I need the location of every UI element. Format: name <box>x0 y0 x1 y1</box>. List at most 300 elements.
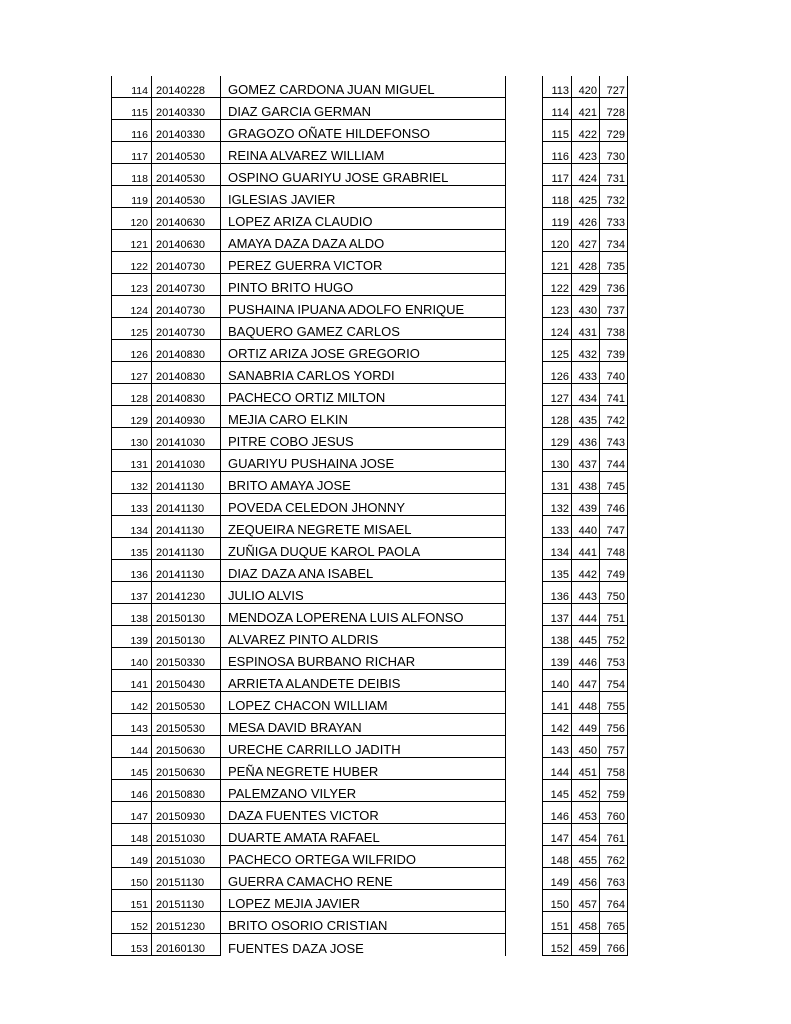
row-number: 134 <box>112 516 152 538</box>
row-number: 120 <box>112 208 152 230</box>
row-number: 124 <box>112 296 152 318</box>
row-code-b: 446 <box>572 648 600 670</box>
table-row <box>112 560 506 582</box>
row-code-b: 449 <box>572 714 600 736</box>
table-row <box>543 648 628 670</box>
table-row <box>112 450 506 472</box>
row-code-a: 121 <box>543 252 572 274</box>
row-number: 122 <box>112 252 152 274</box>
row-code-b: 425 <box>572 186 600 208</box>
row-name: ORTIZ ARIZA JOSE GREGORIO <box>221 340 506 362</box>
row-date: 20140830 <box>152 340 221 362</box>
table-row <box>543 230 628 252</box>
table-row <box>543 560 628 582</box>
row-date: 20150630 <box>152 758 221 780</box>
row-number: 119 <box>112 186 152 208</box>
row-code-b: 423 <box>572 142 600 164</box>
row-code-b: 448 <box>572 692 600 714</box>
table-row <box>543 384 628 406</box>
row-code-a: 138 <box>543 626 572 648</box>
row-code-c: 746 <box>600 494 628 516</box>
row-name: AMAYA DAZA DAZA ALDO <box>221 230 506 252</box>
row-code-c: 754 <box>600 670 628 692</box>
table-row <box>112 758 506 780</box>
row-code-b: 451 <box>572 758 600 780</box>
row-code-b: 420 <box>572 76 600 98</box>
row-number: 127 <box>112 362 152 384</box>
row-code-b: 458 <box>572 912 600 934</box>
table-row <box>112 186 506 208</box>
row-code-a: 150 <box>543 890 572 912</box>
row-code-b: 426 <box>572 208 600 230</box>
row-code-b: 450 <box>572 736 600 758</box>
row-date: 20151130 <box>152 868 221 890</box>
table-row <box>543 582 628 604</box>
row-code-a: 144 <box>543 758 572 780</box>
row-date: 20150930 <box>152 802 221 824</box>
row-number: 148 <box>112 824 152 846</box>
row-code-b: 439 <box>572 494 600 516</box>
table-row <box>112 648 506 670</box>
table-row <box>112 406 506 428</box>
table-row <box>112 274 506 296</box>
row-code-c: 736 <box>600 274 628 296</box>
row-code-c: 762 <box>600 846 628 868</box>
table-row <box>112 142 506 164</box>
row-number: 114 <box>112 76 152 98</box>
row-code-a: 127 <box>543 384 572 406</box>
row-date: 20140530 <box>152 186 221 208</box>
row-code-c: 756 <box>600 714 628 736</box>
row-code-a: 148 <box>543 846 572 868</box>
table-row <box>112 824 506 846</box>
row-number: 140 <box>112 648 152 670</box>
row-code-a: 143 <box>543 736 572 758</box>
row-date: 20140228 <box>152 76 221 98</box>
row-code-a: 151 <box>543 912 572 934</box>
row-name: ALVAREZ PINTO ALDRIS <box>221 626 506 648</box>
row-name: URECHE CARRILLO JADITH <box>221 736 506 758</box>
row-code-a: 114 <box>543 98 572 120</box>
table-row <box>112 802 506 824</box>
row-name: ARRIETA ALANDETE DEIBIS <box>221 670 506 692</box>
row-date: 20151230 <box>152 912 221 934</box>
row-number: 141 <box>112 670 152 692</box>
table-row <box>543 538 628 560</box>
row-date: 20150630 <box>152 736 221 758</box>
table-row <box>543 142 628 164</box>
row-code-c: 749 <box>600 560 628 582</box>
row-number: 133 <box>112 494 152 516</box>
row-date: 20150430 <box>152 670 221 692</box>
table-row <box>112 868 506 890</box>
row-code-a: 139 <box>543 648 572 670</box>
table-row <box>112 230 506 252</box>
row-code-c: 766 <box>600 934 628 956</box>
row-code-a: 128 <box>543 406 572 428</box>
row-date: 20150330 <box>152 648 221 670</box>
row-code-a: 152 <box>543 934 572 956</box>
row-name: GUARIYU PUSHAINA JOSE <box>221 450 506 472</box>
row-code-c: 755 <box>600 692 628 714</box>
row-number: 131 <box>112 450 152 472</box>
table-row <box>543 274 628 296</box>
table-row <box>112 538 506 560</box>
table-row <box>543 604 628 626</box>
row-code-c: 740 <box>600 362 628 384</box>
row-number: 143 <box>112 714 152 736</box>
row-code-b: 438 <box>572 472 600 494</box>
row-code-c: 765 <box>600 912 628 934</box>
table-row <box>543 714 628 736</box>
row-code-a: 146 <box>543 802 572 824</box>
row-number: 132 <box>112 472 152 494</box>
row-code-a: 137 <box>543 604 572 626</box>
row-name: BAQUERO GAMEZ CARLOS <box>221 318 506 340</box>
table-row <box>112 736 506 758</box>
row-code-b: 433 <box>572 362 600 384</box>
row-date: 20150130 <box>152 604 221 626</box>
table-row <box>112 780 506 802</box>
row-code-a: 124 <box>543 318 572 340</box>
row-code-c: 763 <box>600 868 628 890</box>
table-row <box>543 802 628 824</box>
row-code-a: 136 <box>543 582 572 604</box>
row-code-c: 735 <box>600 252 628 274</box>
row-code-a: 119 <box>543 208 572 230</box>
row-code-b: 440 <box>572 516 600 538</box>
row-code-a: 135 <box>543 560 572 582</box>
row-code-c: 732 <box>600 186 628 208</box>
row-code-b: 429 <box>572 274 600 296</box>
row-code-b: 434 <box>572 384 600 406</box>
row-number: 116 <box>112 120 152 142</box>
row-name: DIAZ DAZA ANA ISABEL <box>221 560 506 582</box>
row-code-a: 142 <box>543 714 572 736</box>
row-name: IGLESIAS JAVIER <box>221 186 506 208</box>
row-code-a: 115 <box>543 120 572 142</box>
row-number: 135 <box>112 538 152 560</box>
row-number: 145 <box>112 758 152 780</box>
table-row <box>112 164 506 186</box>
row-date: 20140530 <box>152 164 221 186</box>
table-row <box>112 516 506 538</box>
table-row <box>543 472 628 494</box>
row-date: 20141030 <box>152 428 221 450</box>
row-number: 137 <box>112 582 152 604</box>
table-row <box>112 890 506 912</box>
row-code-b: 455 <box>572 846 600 868</box>
table-row <box>543 494 628 516</box>
table-row <box>543 362 628 384</box>
row-date: 20141130 <box>152 472 221 494</box>
table-row <box>112 296 506 318</box>
row-date: 20140730 <box>152 296 221 318</box>
table-row <box>543 626 628 648</box>
row-code-c: 741 <box>600 384 628 406</box>
table-row <box>543 164 628 186</box>
row-code-b: 437 <box>572 450 600 472</box>
row-code-c: 731 <box>600 164 628 186</box>
row-name: LOPEZ CHACON WILLIAM <box>221 692 506 714</box>
row-number: 146 <box>112 780 152 802</box>
row-code-b: 431 <box>572 318 600 340</box>
row-number: 130 <box>112 428 152 450</box>
row-date: 20140930 <box>152 406 221 428</box>
table-row <box>112 362 506 384</box>
row-code-a: 118 <box>543 186 572 208</box>
row-number: 123 <box>112 274 152 296</box>
row-code-c: 742 <box>600 406 628 428</box>
row-code-c: 758 <box>600 758 628 780</box>
row-name: PINTO BRITO HUGO <box>221 274 506 296</box>
row-name: PACHECO ORTIZ MILTON <box>221 384 506 406</box>
roster-table <box>111 76 506 956</box>
row-code-b: 432 <box>572 340 600 362</box>
row-code-a: 113 <box>543 76 572 98</box>
row-code-b: 421 <box>572 98 600 120</box>
table-row <box>543 780 628 802</box>
row-code-c: 748 <box>600 538 628 560</box>
row-name: GRAGOZO OÑATE HILDEFONSO <box>221 120 506 142</box>
table-row <box>112 76 506 98</box>
table-row <box>112 626 506 648</box>
row-name: PEÑA NEGRETE HUBER <box>221 758 506 780</box>
row-code-c: 753 <box>600 648 628 670</box>
row-code-a: 120 <box>543 230 572 252</box>
row-name: PUSHAINA IPUANA ADOLFO ENRIQUE <box>221 296 506 318</box>
row-date: 20140830 <box>152 384 221 406</box>
row-name: SANABRIA CARLOS YORDI <box>221 362 506 384</box>
table-row <box>543 340 628 362</box>
row-name: DIAZ GARCIA GERMAN <box>221 98 506 120</box>
row-code-b: 441 <box>572 538 600 560</box>
table-row <box>543 406 628 428</box>
row-number: 121 <box>112 230 152 252</box>
row-number: 128 <box>112 384 152 406</box>
row-date: 20151130 <box>152 890 221 912</box>
row-number: 138 <box>112 604 152 626</box>
row-code-c: 759 <box>600 780 628 802</box>
row-code-a: 131 <box>543 472 572 494</box>
table-row <box>543 912 628 934</box>
table-row <box>112 472 506 494</box>
table-row <box>112 604 506 626</box>
table-row <box>112 384 506 406</box>
table-row <box>112 582 506 604</box>
row-code-b: 422 <box>572 120 600 142</box>
table-row <box>543 450 628 472</box>
row-name: POVEDA CELEDON JHONNY <box>221 494 506 516</box>
row-code-b: 427 <box>572 230 600 252</box>
row-date: 20140730 <box>152 252 221 274</box>
codes-table-body <box>543 76 628 956</box>
row-code-a: 122 <box>543 274 572 296</box>
row-code-c: 752 <box>600 626 628 648</box>
table-row <box>112 318 506 340</box>
row-code-c: 747 <box>600 516 628 538</box>
row-code-b: 430 <box>572 296 600 318</box>
row-name: MESA DAVID BRAYAN <box>221 714 506 736</box>
table-row <box>112 714 506 736</box>
row-code-b: 445 <box>572 626 600 648</box>
table-row <box>543 252 628 274</box>
row-date: 20150130 <box>152 626 221 648</box>
row-number: 129 <box>112 406 152 428</box>
row-name: LOPEZ ARIZA CLAUDIO <box>221 208 506 230</box>
table-row <box>112 846 506 868</box>
table-row <box>112 252 506 274</box>
row-date: 20141130 <box>152 494 221 516</box>
row-date: 20140830 <box>152 362 221 384</box>
row-date: 20140330 <box>152 120 221 142</box>
row-name: DAZA FUENTES VICTOR <box>221 802 506 824</box>
row-date: 20150530 <box>152 692 221 714</box>
row-code-a: 133 <box>543 516 572 538</box>
row-code-a: 125 <box>543 340 572 362</box>
row-date: 20160130 <box>152 934 221 956</box>
row-date: 20140330 <box>152 98 221 120</box>
row-date: 20141230 <box>152 582 221 604</box>
row-number: 136 <box>112 560 152 582</box>
row-code-a: 145 <box>543 780 572 802</box>
row-code-a: 147 <box>543 824 572 846</box>
row-code-a: 149 <box>543 868 572 890</box>
row-date: 20141030 <box>152 450 221 472</box>
row-date: 20141130 <box>152 560 221 582</box>
row-name: PALEMZANO VILYER <box>221 780 506 802</box>
row-number: 152 <box>112 912 152 934</box>
row-name: PITRE COBO JESUS <box>221 428 506 450</box>
table-row <box>543 670 628 692</box>
row-number: 118 <box>112 164 152 186</box>
row-name: DUARTE AMATA RAFAEL <box>221 824 506 846</box>
row-name: MENDOZA LOPERENA LUIS ALFONSO <box>221 604 506 626</box>
row-code-b: 453 <box>572 802 600 824</box>
row-name: ZUÑIGA DUQUE KAROL PAOLA <box>221 538 506 560</box>
row-code-b: 435 <box>572 406 600 428</box>
table-row <box>543 98 628 120</box>
row-code-b: 424 <box>572 164 600 186</box>
row-code-b: 457 <box>572 890 600 912</box>
row-code-c: 734 <box>600 230 628 252</box>
table-row <box>543 76 628 98</box>
row-date: 20140630 <box>152 230 221 252</box>
table-row <box>543 186 628 208</box>
table-row <box>543 120 628 142</box>
table-row <box>112 670 506 692</box>
table-row <box>543 692 628 714</box>
row-code-a: 130 <box>543 450 572 472</box>
row-code-b: 436 <box>572 428 600 450</box>
row-number: 125 <box>112 318 152 340</box>
table-row <box>543 318 628 340</box>
row-code-c: 733 <box>600 208 628 230</box>
row-code-c: 729 <box>600 120 628 142</box>
row-date: 20140630 <box>152 208 221 230</box>
row-date: 20141130 <box>152 538 221 560</box>
table-row <box>543 890 628 912</box>
table-row <box>543 516 628 538</box>
row-code-a: 141 <box>543 692 572 714</box>
row-name: OSPINO GUARIYU JOSE GRABRIEL <box>221 164 506 186</box>
row-name: BRITO AMAYA JOSE <box>221 472 506 494</box>
table-row <box>543 758 628 780</box>
row-code-b: 454 <box>572 824 600 846</box>
row-code-b: 444 <box>572 604 600 626</box>
table-row <box>112 340 506 362</box>
row-name: GOMEZ CARDONA JUAN MIGUEL <box>221 76 506 98</box>
row-date: 20151030 <box>152 824 221 846</box>
table-row <box>112 208 506 230</box>
row-code-a: 132 <box>543 494 572 516</box>
row-number: 144 <box>112 736 152 758</box>
row-date: 20150530 <box>152 714 221 736</box>
row-number: 147 <box>112 802 152 824</box>
table-row <box>543 868 628 890</box>
row-code-a: 117 <box>543 164 572 186</box>
row-date: 20150830 <box>152 780 221 802</box>
row-name: MEJIA CARO ELKIN <box>221 406 506 428</box>
row-code-a: 129 <box>543 428 572 450</box>
row-number: 126 <box>112 340 152 362</box>
row-code-a: 140 <box>543 670 572 692</box>
row-code-b: 456 <box>572 868 600 890</box>
row-code-c: 738 <box>600 318 628 340</box>
table-row <box>112 494 506 516</box>
row-code-c: 764 <box>600 890 628 912</box>
row-code-a: 116 <box>543 142 572 164</box>
table-row <box>543 934 628 956</box>
table-row <box>543 296 628 318</box>
row-code-c: 727 <box>600 76 628 98</box>
table-row <box>543 736 628 758</box>
row-name: LOPEZ MEJIA JAVIER <box>221 890 506 912</box>
table-row <box>543 824 628 846</box>
row-name: FUENTES DAZA JOSE <box>221 934 506 956</box>
row-code-c: 728 <box>600 98 628 120</box>
row-code-c: 751 <box>600 604 628 626</box>
row-date: 20151030 <box>152 846 221 868</box>
table-row <box>112 120 506 142</box>
table-row <box>543 208 628 230</box>
row-name: JULIO ALVIS <box>221 582 506 604</box>
row-name: PACHECO ORTEGA WILFRIDO <box>221 846 506 868</box>
row-date: 20140730 <box>152 274 221 296</box>
row-number: 149 <box>112 846 152 868</box>
row-name: ESPINOSA BURBANO RICHAR <box>221 648 506 670</box>
row-code-c: 730 <box>600 142 628 164</box>
row-number: 142 <box>112 692 152 714</box>
row-number: 153 <box>112 934 152 956</box>
row-name: GUERRA CAMACHO RENE <box>221 868 506 890</box>
row-code-c: 760 <box>600 802 628 824</box>
row-code-b: 442 <box>572 560 600 582</box>
row-number: 151 <box>112 890 152 912</box>
table-row <box>543 428 628 450</box>
table-row <box>112 934 506 956</box>
row-name: ZEQUEIRA NEGRETE MISAEL <box>221 516 506 538</box>
row-code-b: 443 <box>572 582 600 604</box>
row-code-a: 123 <box>543 296 572 318</box>
row-code-c: 744 <box>600 450 628 472</box>
row-code-a: 134 <box>543 538 572 560</box>
row-code-c: 750 <box>600 582 628 604</box>
row-date: 20141130 <box>152 516 221 538</box>
row-code-c: 757 <box>600 736 628 758</box>
row-name: REINA ALVAREZ WILLIAM <box>221 142 506 164</box>
row-number: 117 <box>112 142 152 164</box>
